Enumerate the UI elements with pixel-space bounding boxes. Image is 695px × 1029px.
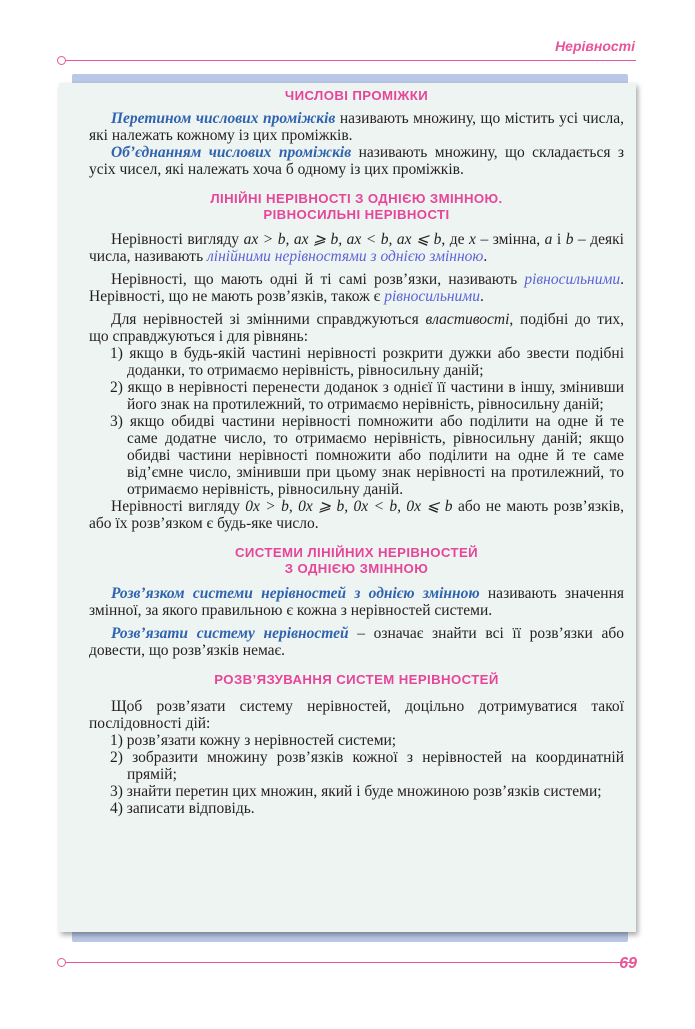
text: . [483, 248, 488, 265]
term-equivalent: рівносильними [524, 271, 621, 288]
paragraph-solve-system [89, 625, 624, 659]
term-system-solution: Розв’язком системи нерівностей з однією змінною [111, 585, 480, 602]
list-item: 3) знайти перетин цих множин, який і буде множиною розв’язків системи; [110, 783, 602, 800]
paragraph-intersection [89, 110, 624, 144]
term-union: Об’єднанням числових проміжків [111, 144, 352, 161]
variable: b [565, 231, 574, 248]
text: Нерівності вигляду [111, 498, 246, 515]
text: Нерівності вигляду [111, 231, 244, 248]
text: . [479, 288, 484, 305]
page-number: 69 [619, 955, 637, 972]
section-title-numeric-intervals: ЧИСЛОВІ ПРОМІЖКИ [284, 88, 429, 103]
list-item: 1) розв’язати кожну з нерівностей системи; [110, 732, 397, 749]
text: – означає знайти всі її розв’язки або довести, що розв’язків немає. [89, 625, 624, 659]
term-intersection: Перетином числових проміжків [111, 110, 336, 127]
list-item: 2) зобразити множину розв’язків кожної з нерівностей на координатній прямій; [110, 749, 624, 783]
term-linear-inequalities: лінійними нерівностями з однією змінною [207, 248, 484, 265]
steps-list [89, 732, 624, 817]
bottom-rule-ring [57, 958, 66, 967]
list-item: 1) якщо в будь-якій частині нерівності розкрити дужки або звести подібні доданки, то отримаємо нерівність, рівносильну даній; [110, 345, 624, 379]
list-item: 4) записати відповідь. [110, 800, 255, 817]
text: Нерівності, що мають одні й ті самі розв’язки, називають [111, 271, 525, 288]
paragraph-linear-definition [89, 231, 624, 265]
text: Для нерівностей зі змінними справджуються [111, 311, 426, 328]
title-line: ЛІНІЙНІ НЕРІВНОСТІ З ОДНІЄЮ ЗМІННОЮ. [210, 191, 503, 206]
summary-panel [59, 83, 636, 932]
inequality-forms: 0x > b, 0x ⩾ b, 0x < b, 0x ⩽ b [245, 498, 453, 515]
title-line: З ОДНІЄЮ ЗМІННОЮ [284, 561, 429, 576]
section-title-solving-systems: РОЗВ’ЯЗУВАННЯ СИСТЕМ НЕРІВНОСТЕЙ [214, 672, 499, 687]
section-title-systems [89, 545, 624, 577]
text: називають значення змінної, за якого правильною є кожна з нерівностей системи. [89, 585, 624, 619]
top-rule [66, 60, 636, 61]
top-rule-ring [57, 56, 66, 65]
list-item: 3) якщо обидві частини нерівності помножити або поділити на одне й те саме додатне число, то отримаємо нерівність, рівносильну даній; якщо обидві частини нерівності помножити або поділити на одне й те саме від’ємне число, змінивши при цьому знак нерівності на протилежний, то отримаємо нерівність, рівносильну даній. [110, 413, 624, 498]
paragraph-properties [89, 311, 624, 345]
text: і [552, 231, 566, 248]
term-solve-system: Розв’язати систему нерівностей [111, 625, 349, 642]
paragraph-equivalent [89, 271, 624, 305]
paragraph-zero-coefficient [89, 498, 624, 532]
variable: x [469, 231, 476, 248]
list-item: 2) якщо в нерівності перенести доданок з однієї її частини в іншу, змінивши його знак на протилежний, то отримаємо нерівність, рівносильну даній; [110, 379, 624, 413]
text: називають множину, що містить усі числа, які належать кожному із цих проміжків. [89, 110, 624, 144]
text: – деякі числа, називають [89, 231, 624, 265]
properties-list [89, 345, 624, 498]
bottom-rule [66, 962, 636, 963]
inequality-forms: ax > b, ax ⩾ b, ax < b, ax ⩽ b [243, 231, 442, 248]
paragraph-steps-intro: Щоб розв’язати систему нерівностей, доцільно дотримуватися такої послідовності дій: [89, 698, 624, 732]
text: або не мають розв’язків, або їх розв’язком є будь-яке число. [89, 498, 624, 532]
paragraph-union [89, 144, 624, 178]
title-line: СИСТЕМИ ЛІНІЙНИХ НЕРІВНОСТЕЙ [234, 545, 479, 560]
text: називають множину, що складається з усіх чисел, які належать хоча б одному із цих проміжків. [89, 144, 624, 178]
term-equivalent: рівносильними [384, 288, 480, 305]
paragraph-system-solution [89, 585, 624, 619]
title-line: РІВНОСИЛЬНІ НЕРІВНОСТІ [263, 207, 450, 222]
section-title-linear-inequalities [89, 191, 624, 223]
text: , подібні до тих, що справджуються і для рівнянь: [89, 311, 624, 345]
text: , де [441, 231, 470, 248]
running-title: Нерівності [555, 38, 635, 54]
variable: a [544, 231, 553, 248]
term-properties: властивості [425, 311, 510, 328]
text: . Нерівності, що не мають розв’язків, також є [89, 271, 624, 305]
text: – змінна, [475, 231, 545, 248]
